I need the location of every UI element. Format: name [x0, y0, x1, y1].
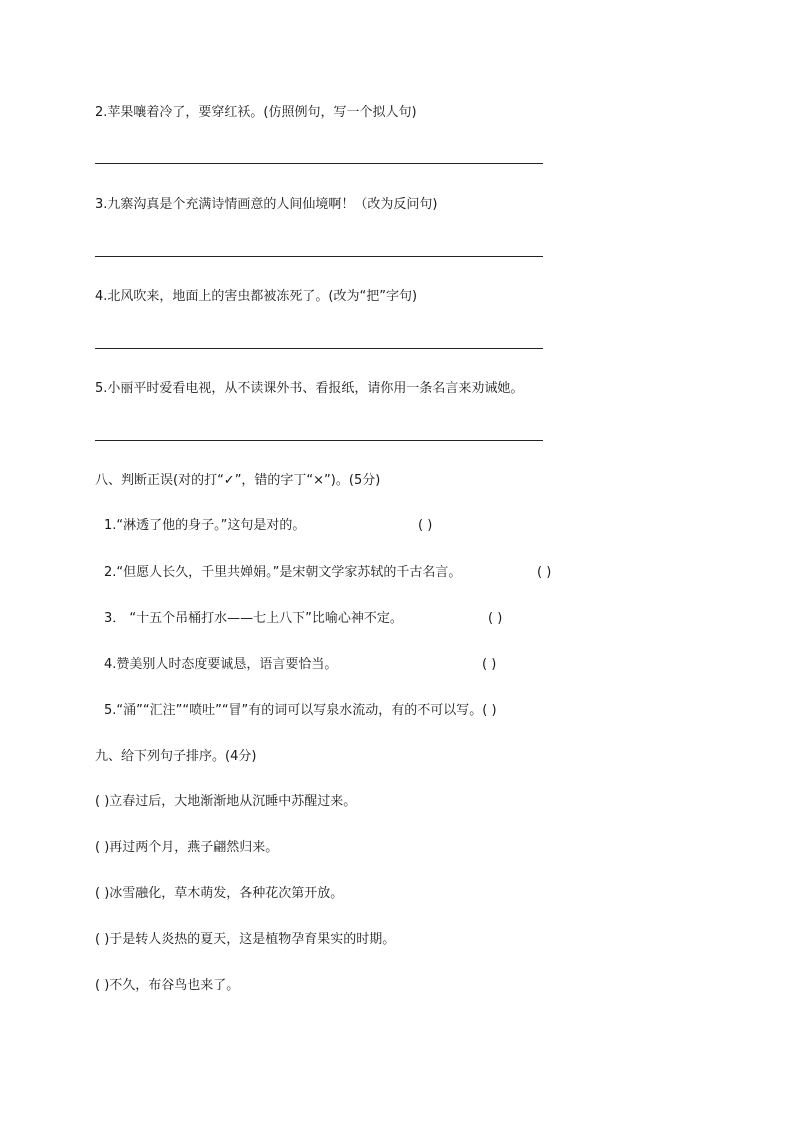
answer-line-2[interactable]	[95, 163, 543, 164]
judge-paren-4[interactable]: ( )	[482, 657, 497, 672]
judge-item-1: 1.“淋透了他的身子。”这句是对的。	[104, 518, 306, 533]
section-8-title: 八、判断正误(对的打“✓”，错的字丁“×”)。(5分)	[95, 473, 381, 488]
answer-line-3[interactable]	[95, 256, 543, 257]
order-item-2: ( )再过两个月，燕子翩然归来。	[95, 840, 279, 855]
order-item-5: ( )不久，布谷鸟也来了。	[95, 978, 240, 993]
judge-item-3: 3． “十五个吊桶打水——七上八下”比喻心神不定。	[104, 611, 403, 626]
judge-paren-2[interactable]: ( )	[537, 565, 552, 580]
judge-item-2: 2.“但愿人长久，千里共婵娟。”是宋朝文学家苏轼的千古名言。	[104, 565, 462, 580]
judge-item-4: 4.赞美别人时态度要诚恳，语言要恰当。	[104, 657, 338, 672]
section-9-title: 九、给下列句子排序。(4分)	[95, 749, 257, 764]
answer-line-4[interactable]	[95, 348, 543, 349]
order-item-4: ( )于是转人炎热的夏天，这是植物孕育果实的时期。	[95, 932, 396, 947]
rewrite-question-2: 2.苹果嚷着冷了，要穿红袄。(仿照例句，写一个拟人句)	[95, 105, 417, 120]
judge-item-5: 5.“涌”“汇注”“喷吐”“冒”有的词可以写泉水流动，有的不可以写。( )	[104, 703, 497, 718]
order-item-1: ( )立春过后，大地渐渐地从沉睡中苏醒过来。	[95, 794, 357, 809]
rewrite-question-3: 3.九寨沟真是个充满诗情画意的人间仙境啊！（改为反问句)	[95, 197, 438, 212]
rewrite-question-4: 4.北风吹来，地面上的害虫都被冻死了。(改为“把”字句)	[95, 289, 418, 304]
answer-line-5[interactable]	[95, 440, 543, 441]
judge-paren-1[interactable]: ( )	[418, 518, 433, 533]
order-item-3: ( )冰雪融化，草木萌发，各种花次第开放。	[95, 886, 344, 901]
judge-paren-3[interactable]: ( )	[488, 611, 503, 626]
rewrite-question-5: 5.小丽平时爱看电视，从不读课外书、看报纸，请你用一条名言来劝诫她。	[95, 381, 524, 396]
